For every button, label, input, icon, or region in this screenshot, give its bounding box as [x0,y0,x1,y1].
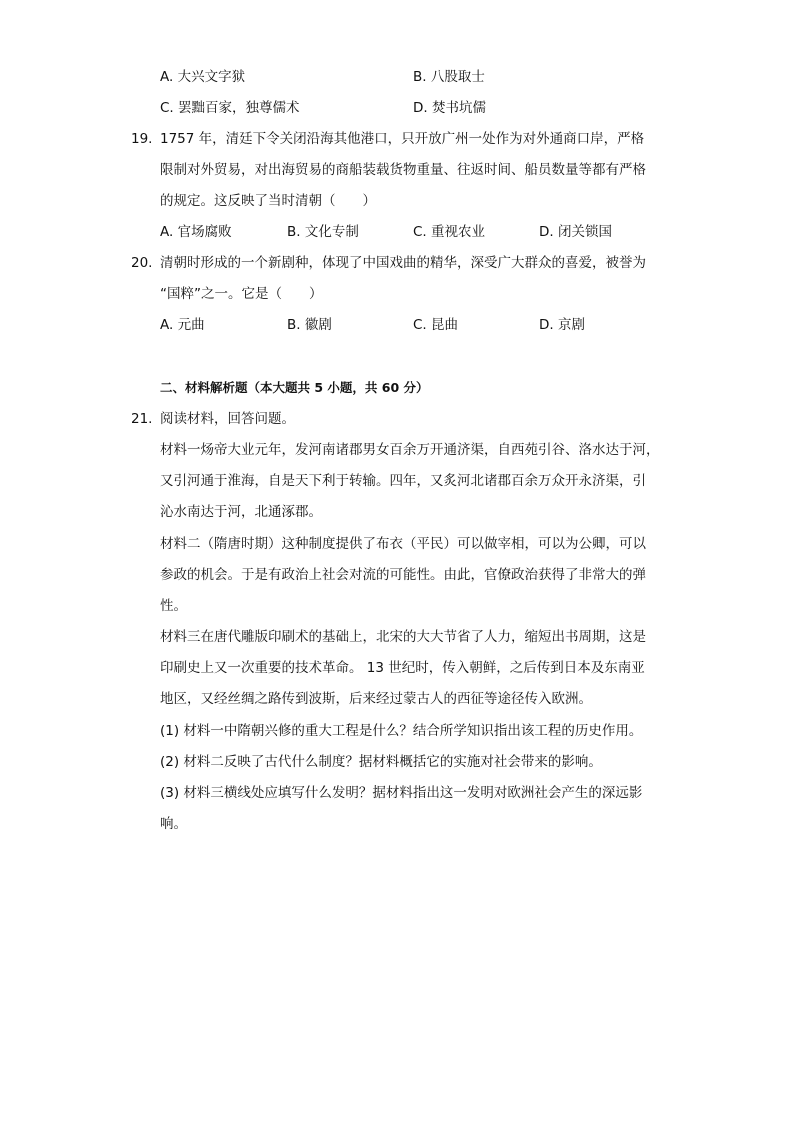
q21-intro: 阅读材料，回答问题。 [160,411,295,427]
sub-question-3-line-1: (3) 材料三横线处应填写什么发明？据材料指出这一发明对欧洲社会产生的深远影 [160,785,643,801]
sub-question-1: (1) 材料一中隋朝兴修的重大工程是什么？结合所学知识指出该工程的历史作用。 [160,723,643,739]
q20-option-c: C. 昆曲 [413,317,459,333]
material-3-line-3: 地区，又经丝绸之路传到波斯，后来经过蒙古人的西征等途径传入欧洲。 [160,691,592,707]
q19-option-b: B. 文化专制 [287,224,359,240]
q18-option-b: B. 八股取士 [413,69,485,85]
material-3-line-2: 印刷史上又一次重要的技术革命。 13 世纪时，传入朝鲜，之后传到日本及东南亚 [160,660,645,676]
section-title: 二、材料解析题（本大题共 5 小题，共 60 分） [160,380,429,395]
q19-option-c: C. 重视农业 [413,224,486,240]
material-2-line-3: 性。 [160,598,187,614]
q20-line-1: 清朝时形成的一个新剧种，体现了中国戏曲的精华，深受广大群众的喜爱，被誉为 [160,255,646,271]
q19-number: 19. [131,131,153,147]
material-2-line-2: 参政的机会。于是有政治上社会对流的可能性。由此，官僚政治获得了非常大的弹 [160,567,646,583]
q19-line-1: 1757 年，清廷下令关闭沿海其他港口，只开放广州一处作为对外通商口岸，严格 [160,131,645,147]
q20-line-2: “国粹”之一。它是（ ） [160,286,323,302]
q18-option-c: C. 罢黜百家，独尊儒术 [160,100,300,116]
q20-option-a: A. 元曲 [160,317,205,333]
q20-option-b: B. 徽剧 [287,317,332,333]
sub-question-2: (2) 材料二反映了古代什么制度？据材料概括它的实施对社会带来的影响。 [160,754,602,770]
q19-option-a: A. 官场腐败 [160,224,232,240]
q20-option-d: D. 京剧 [539,317,585,333]
material-1-line-2: 又引河通于淮海，自是天下利于转输。四年，又炙河北诸郡百余万众开永济渠，引 [160,473,646,489]
q18-option-d: D. 焚书坑儒 [413,100,486,116]
q19-line-2: 限制对外贸易，对出海贸易的商船装载货物重量、往返时间、船员数量等都有严格 [160,162,646,178]
q18-option-a: A. 大兴文字狱 [160,69,246,85]
material-3-line-1: 材料三在唐代雕版印刷术的基础上，北宋的大大节省了人力，缩短出书周期，这是 [160,629,646,645]
material-1-line-1: 材料一炀帝大业元年，发河南诸郡男女百余万开通济渠，自西苑引谷、洛水达于河， [160,442,660,458]
q21-number: 21. [131,411,153,427]
material-1-line-3: 沁水南达于河，北通涿郡。 [160,504,322,520]
sub-question-3-line-2: 响。 [160,816,187,832]
material-2-line-1: 材料二（隋唐时期）这种制度提供了布衣（平民）可以做宰相，可以为公卿，可以 [160,536,646,552]
q20-number: 20. [131,255,153,271]
q19-line-3: 的规定。这反映了当时清朝（ ） [160,193,376,209]
q19-option-d: D. 闭关锁国 [539,224,612,240]
